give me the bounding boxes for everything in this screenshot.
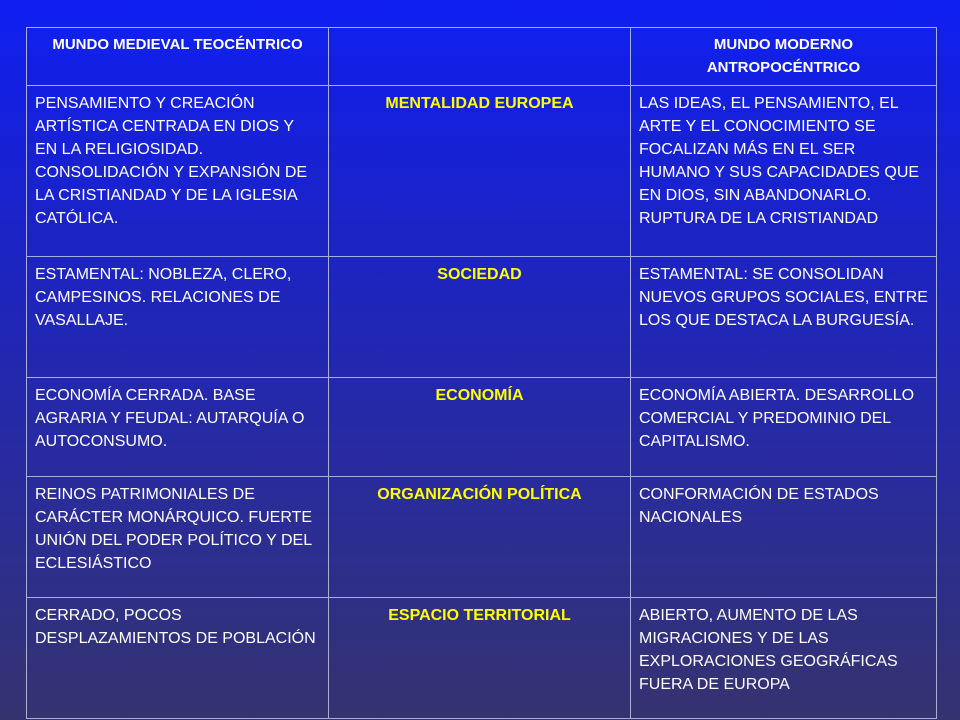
modern-cell: LAS IDEAS, EL PENSAMIENTO, EL ARTE Y EL CONOCIMIENTO SE FOCALIZAN MÁS EN EL SER HUMANO Y SUS CAPACIDADES QUE EN DIOS, SIN ABANDONARLO. RUPTURA DE LA CRISTIANDAD (631, 86, 937, 257)
topic-cell: ESPACIO TERRITORIAL (329, 598, 631, 719)
table-row (27, 257, 937, 378)
modern-cell: ECONOMÍA ABIERTA. DESARROLLO COMERCIAL Y PREDOMINIO DEL CAPITALISMO. (631, 378, 937, 477)
topic-cell: ORGANIZACIÓN POLÍTICA (329, 477, 631, 598)
header-middle (329, 28, 631, 86)
medieval-cell: CERRADO, POCOS DESPLAZAMIENTOS DE POBLACIÓN (27, 598, 329, 719)
modern-cell: CONFORMACIÓN DE ESTADOS NACIONALES (631, 477, 937, 598)
header-modern: MUNDO MODERNO ANTROPOCÉNTRICO (631, 28, 937, 86)
table-row (27, 477, 937, 598)
comparison-table (26, 27, 937, 719)
header-row (27, 28, 937, 86)
modern-cell: ABIERTO, AUMENTO DE LAS MIGRACIONES Y DE LAS EXPLORACIONES GEOGRÁFICAS FUERA DE EUROPA (631, 598, 937, 719)
table-row (27, 378, 937, 477)
medieval-cell: ESTAMENTAL: NOBLEZA, CLERO, CAMPESINOS. RELACIONES DE VASALLAJE. (27, 257, 329, 378)
medieval-cell: ECONOMÍA CERRADA. BASE AGRARIA Y FEUDAL: AUTARQUÍA O AUTOCONSUMO. (27, 378, 329, 477)
modern-cell: ESTAMENTAL: SE CONSOLIDAN NUEVOS GRUPOS SOCIALES, ENTRE LOS QUE DESTACA LA BURGUESÍA. (631, 257, 937, 378)
header-medieval: MUNDO MEDIEVAL TEOCÉNTRICO (27, 28, 329, 86)
table-row (27, 86, 937, 257)
topic-cell: MENTALIDAD EUROPEA (329, 86, 631, 257)
medieval-cell: REINOS PATRIMONIALES DE CARÁCTER MONÁRQUICO. FUERTE UNIÓN DEL PODER POLÍTICO Y DEL ECLESIÁSTICO (27, 477, 329, 598)
topic-cell: SOCIEDAD (329, 257, 631, 378)
topic-cell: ECONOMÍA (329, 378, 631, 477)
table-row (27, 598, 937, 719)
medieval-cell: PENSAMIENTO Y CREACIÓN ARTÍSTICA CENTRADA EN DIOS Y EN LA RELIGIOSIDAD. CONSOLIDACIÓN Y EXPANSIÓN DE LA CRISTIANDAD Y DE LA IGLESIA CATÓLICA. (27, 86, 329, 257)
